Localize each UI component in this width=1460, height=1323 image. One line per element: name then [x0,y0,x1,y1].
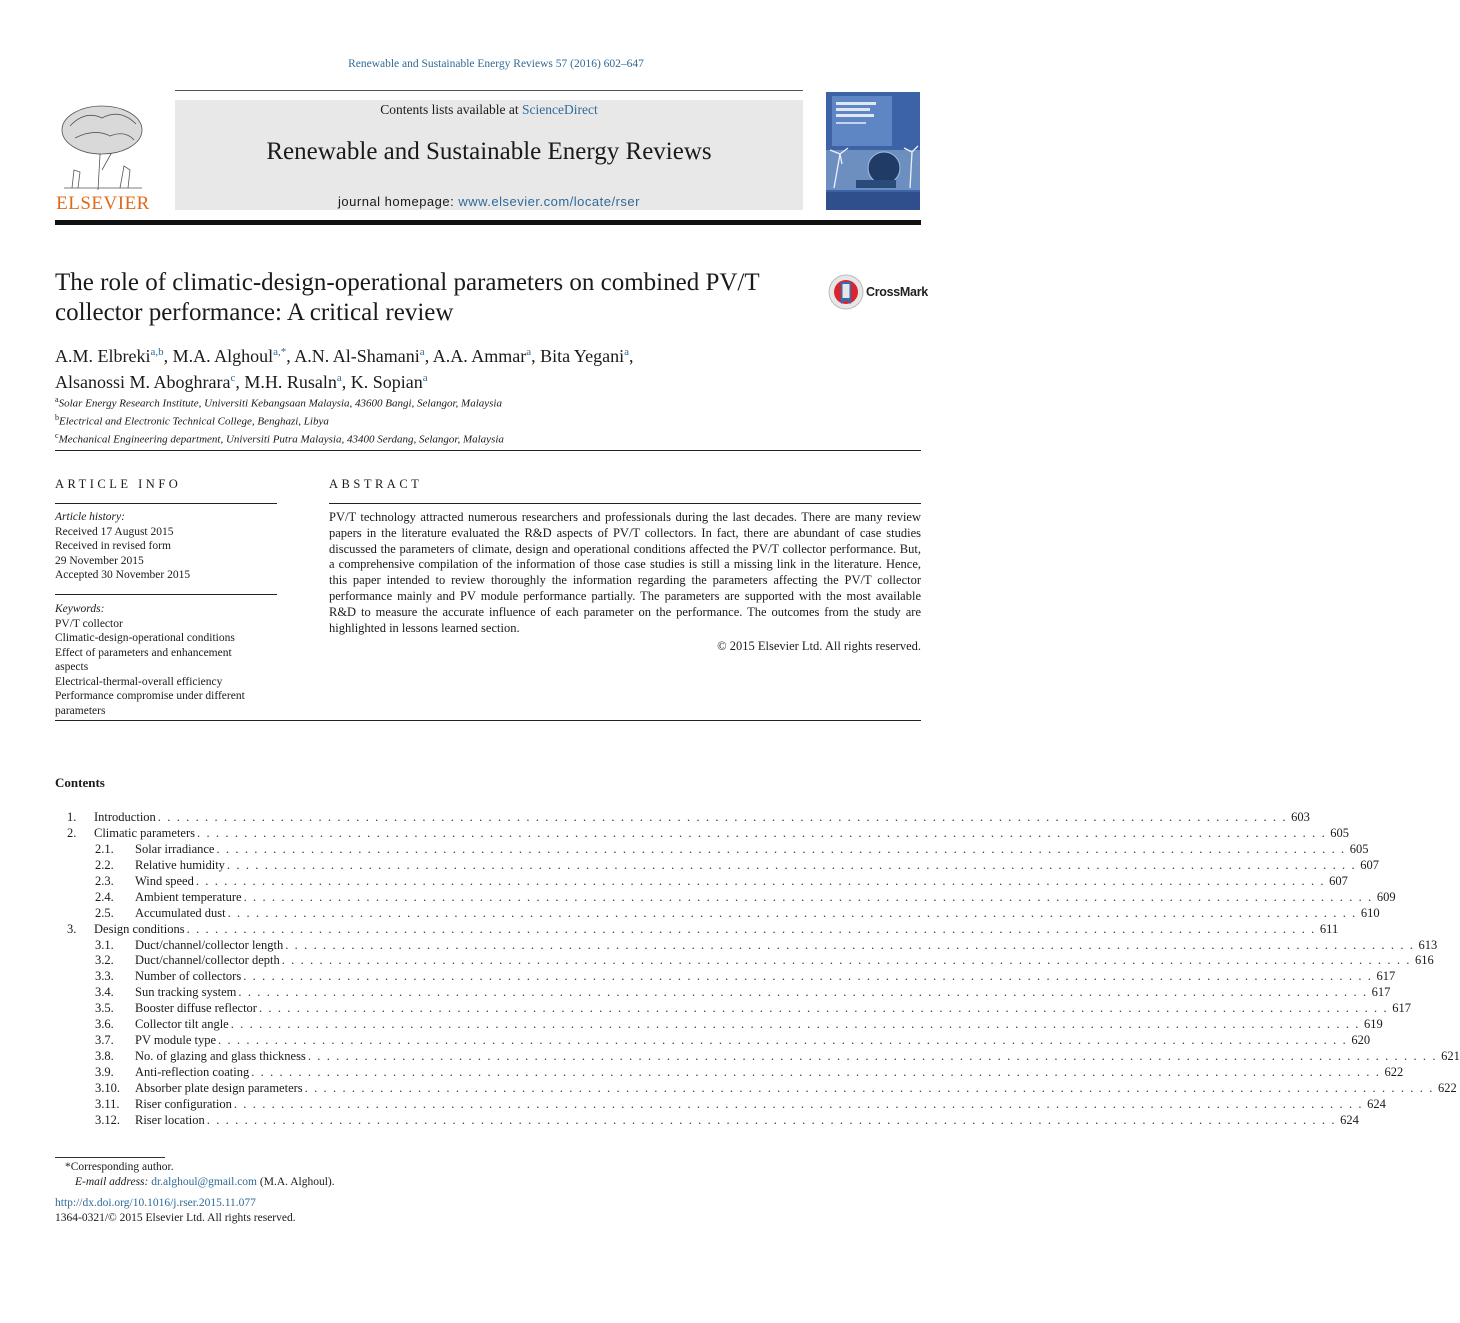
toc-number: 3.6. [95,1017,114,1032]
toc-label[interactable]: Number of collectors [135,969,242,984]
sciencedirect-link[interactable]: ScienceDirect [522,102,598,117]
affiliation-text: Electrical and Electronic Technical College, Benghazi, Libya [59,415,329,428]
toc-entry[interactable] [55,889,1396,906]
article-info [55,510,277,583]
toc-leader-dots: . . . . . . . . . . . . . . . . . . . . . . . . . . . . . . . . . . . . . . . . . . . . . . . . . . . . . . . . . . . . . . . . . . . . . . . . . . . . . . . . . . . . . . . . . . . . . . . . . . . . . . . . . . . . . . . . . . . . . . . . [281,953,1412,968]
toc-page: 617 [1392,1001,1411,1016]
header-rule [55,220,921,225]
keyword-item: parameters [55,704,106,717]
toc-leader-dots: . . . . . . . . . . . . . . . . . . . . . . . . . . . . . . . . . . . . . . . . . . . . . . . . . . . . . . . . . . . . . . . . . . . . . . . . . . . . . . . . . . . . . . . . . . . . . . . . . . . . . . . . . . . . . . . . . . . . . . . . [226,857,1357,872]
toc-leader-dots: . . . . . . . . . . . . . . . . . . . . . . . . . . . . . . . . . . . . . . . . . . . . . . . . . . . . . . . . . . . . . . . . . . . . . . . . . . . . . . . . . . . . . . . . . . . . . . . . . . . . . . . . . . . . . . . . . . . . . . . . [227,905,1357,920]
issn-line: 1364-0321/© 2015 Elsevier Ltd. All rights reserved. [55,1211,296,1224]
keyword-item: Climatic-design-operational conditions [55,632,235,644]
keywords-label: Keywords: [55,603,105,615]
toc-number: 1. [67,810,77,824]
author-separator: , [341,372,351,392]
history-label: Article history: [55,511,125,523]
journal-citation[interactable]: Renewable and Sustainable Energy Reviews 57 (2016) 602–647 [348,58,644,70]
doi-link[interactable]: http://dx.doi.org/10.1016/j.rser.2015.11.077 [55,1197,256,1209]
toc-line [135,969,1396,985]
history-item: 29 November 2015 [55,554,144,567]
toc-leader-dots: . . . . . . . . . . . . . . . . . . . . . . . . . . . . . . . . . . . . . . . . . . . . . . . . . . . . . . . . . . . . . . . . . . . . . . . . . . . . . . . . . . . . . . . . . . . . . . . . . . . . . . . . . . . . . . . . . . . . . . . . [197,825,1327,840]
email-note [55,1175,555,1190]
toc-leader-dots: . . . . . . . . . . . . . . . . . . . . . . . . . . . . . . . . . . . . . . . . . . . . . . . . . . . . . . . . . . . . . . . . . . . . . . . . . . . . . . . . . . . . . . . . . . . . . . . . . . . . . . . . . . . . . . . . . . . . . . . . [195,873,1326,888]
authors-line-2 [55,367,875,393]
toc-number: 3.4. [95,985,114,1000]
toc-line [135,857,1379,874]
toc-entry[interactable] [55,825,1350,842]
author-affil-marker[interactable]: a [336,372,342,384]
author-affil-marker[interactable]: a [526,346,532,358]
toc-leader-dots: . . . . . . . . . . . . . . . . . . . . . . . . . . . . . . . . . . . . . . . . . . . . . . . . . . . . . . . . . . . . . . . . . . . . . . . . . . . . . . . . . . . . . . . . . . . . . . . . . . . . . . . . . . . . . . . . . . . . . . . . [157,810,1288,824]
history-item: Received 17 August 2015 [55,525,174,538]
title-line-1: The role of climatic-design-operational parameters on combined PV/T [55,269,760,296]
keyword-item: PV/T collector [55,617,123,630]
keyword-item: Effect of parameters and enhancement [55,646,232,659]
toc-page: 619 [1364,1017,1383,1032]
toc-number: 3.1. [95,937,114,952]
toc-entry[interactable] [55,921,1339,938]
toc-line [135,1065,1404,1081]
homepage-link[interactable]: www.elsevier.com/locate/rser [458,194,640,209]
toc-label[interactable]: No. of glazing and glass thickness [135,1049,306,1064]
keyword-item: Performance compromise under different [55,690,245,702]
toc-number: 2.2. [95,857,114,872]
author-name: Bita Yegani [540,346,625,366]
abstract-rule [329,503,921,504]
toc-leader-dots: . . . . . . . . . . . . . . . . . . . . . . . . . . . . . . . . . . . . . . . . . . . . . . . . . . . . . . . . . . . . . . . . . . . . . . . . . . . . . . . . . . . . . . . . . . . . . . . . . . . . . . . . . . . . . . . . . . . . . . . . [216,841,1346,856]
toc-page: 624 [1367,1096,1386,1111]
author-affil-marker[interactable]: c [230,372,236,384]
toc-number: 3.9. [95,1065,114,1079]
toc-leader-dots: . . . . . . . . . . . . . . . . . . . . . . . . . . . . . . . . . . . . . . . . . . . . . . . . . . . . . . . . . . . . . . . . . . . . . . . . . . . . . . . . . . . . . . . . . . . . . . . . . . . . . . . . . . . . . . . . . . . . . . . . [230,1017,1361,1032]
toc-entry[interactable] [55,1096,1386,1113]
abstract-copyright: © 2015 Elsevier Ltd. All rights reserved. [717,639,921,654]
affiliation-key: c [55,431,59,441]
toc-page: 624 [1340,1112,1359,1127]
footnotes [55,1160,555,1225]
affiliation-text: Solar Energy Research Institute, Universiti Kebangsaan Malaysia, 43600 Bangi, Selangor, Malaysia [58,397,502,410]
history-item: Accepted 30 November 2015 [55,569,191,581]
toc-page: 607 [1360,857,1379,872]
contents-heading: Contents [55,775,105,790]
affiliation-key: a [55,395,59,404]
article-info-rule [55,503,277,504]
toc-label[interactable]: Design conditions [94,921,185,936]
email-owner: (M.A. Alghoul). [257,1175,335,1188]
toc-entry[interactable] [55,1080,1457,1097]
toc-label[interactable]: Duct/channel/collector depth [135,953,280,968]
toc-label[interactable]: Riser configuration [135,1096,232,1111]
toc-number: 3.8. [95,1049,114,1064]
toc-line [135,1017,1383,1033]
toc-leader-dots: . . . . . . . . . . . . . . . . . . . . . . . . . . . . . . . . . . . . . . . . . . . . . . . . . . . . . . . . . . . . . . . . . . . . . . . . . . . . . . . . . . . . . . . . . . . . . . . . . . . . . . . . . . . . . . . . . . . . . . . . [304,1080,1434,1095]
abstract-heading: ABSTRACT [329,477,423,491]
article-title [55,268,815,328]
toc-leader-dots: . . . . . . . . . . . . . . . . . . . . . . . . . . . . . . . . . . . . . . . . . . . . . . . . . . . . . . . . . . . . . . . . . . . . . . . . . . . . . . . . . . . . . . . . . . . . . . . . . . . . . . . . . . . . . . . . . . . . . . . . [218,1033,1348,1048]
toc-leader-dots: . . . . . . . . . . . . . . . . . . . . . . . . . . . . . . . . . . . . . . . . . . . . . . . . . . . . . . . . . . . . . . . . . . . . . . . . . . . . . . . . . . . . . . . . . . . . . . . . . . . . . . . . . . . . . . . . . . . . . . . . [285,937,1415,952]
toc-label[interactable]: Solar irradiance [135,841,215,856]
toc-page: 620 [1351,1033,1371,1048]
toc-page: 610 [1360,905,1380,920]
toc-label[interactable]: Anti-reflection coating [135,1065,250,1079]
rule-after-abstract [55,720,921,721]
toc-leader-dots: . . . . . . . . . . . . . . . . . . . . . . . . . . . . . . . . . . . . . . . . . . . . . . . . . . . . . . . . . . . . . . . . . . . . . . . . . . . . . . . . . . . . . . . . . . . . . . . . . . . . . . . . . . . . . . . . . . . . . . . . [233,1096,1364,1111]
journal-title[interactable]: Renewable and Sustainable Energy Reviews [266,138,712,165]
toc-number: 2.1. [95,841,114,856]
toc-leader-dots: . . . . . . . . . . . . . . . . . . . . . . . . . . . . . . . . . . . . . . . . . . . . . . . . . . . . . . . . . . . . . . . . . . . . . . . . . . . . . . . . . . . . . . . . . . . . . . . . . . . . . . . . . . . . . . . . . . . . . . . . [243,969,1373,984]
author-name: Alsanossi M. Aboghrara [55,372,231,392]
email-link[interactable]: dr.alghoul@gmail.com [151,1175,258,1188]
crossmark-label: CrossMark [866,285,928,299]
tree-icon [50,100,156,192]
author-separator: , [629,346,634,366]
author-name: A.A. Ammar [432,346,527,366]
toc-line [135,1049,1460,1065]
toc-label[interactable]: Wind speed [135,873,194,888]
journal-banner [175,100,803,210]
history-item: Received in revised form [55,540,171,552]
crossmark-badge[interactable] [828,274,928,310]
banner-top-rule [175,90,803,91]
journal-cover[interactable] [826,92,920,210]
toc-entry[interactable] [55,1017,1383,1033]
cover-image-icon [826,92,920,210]
history-list [55,525,277,583]
toc-page: 621 [1441,1049,1460,1064]
author-separator: , [235,372,245,392]
toc-line [135,1112,1359,1129]
corresponding-mark: * [65,1161,71,1173]
rule-before-info [55,450,921,451]
toc-entry[interactable] [55,1033,1371,1049]
author-name: A.M. Elbreki [55,346,151,366]
affiliation-item [55,411,855,429]
toc-entry[interactable] [55,905,1380,922]
keyword-item: aspects [55,661,89,673]
toc-entry[interactable] [55,857,1379,874]
toc-label[interactable]: Introduction [94,810,156,824]
toc-label[interactable]: Accumulated dust [135,905,226,920]
toc-line [135,841,1369,858]
toc-leader-dots: . . . . . . . . . . . . . . . . . . . . . . . . . . . . . . . . . . . . . . . . . . . . . . . . . . . . . . . . . . . . . . . . . . . . . . . . . . . . . . . . . . . . . . . . . . . . . . . . . . . . . . . . . . . . . . . . . . . . . . . . [238,985,1368,1000]
toc-number: 3.7. [95,1033,114,1048]
toc-label[interactable]: Relative humidity [135,857,225,872]
toc-number: 2. [67,825,77,840]
toc-number: 3.3. [95,969,114,984]
toc-number: 3.11. [95,1096,120,1111]
author-affil-marker[interactable]: a [419,346,425,358]
toc-label[interactable]: Sun tracking system [135,985,237,1000]
toc-label[interactable]: Absorber plate design parameters [135,1080,303,1095]
toc-label[interactable]: Collector tilt angle [135,1017,229,1032]
toc-entry[interactable] [55,841,1369,858]
toc-line [135,985,1391,1001]
toc-line [135,1080,1457,1097]
affiliation-key: b [55,413,59,423]
keywords [55,602,277,718]
toc-page: 622 [1384,1065,1404,1079]
toc-page: 609 [1376,889,1396,904]
journal-homepage [175,194,803,209]
toc-leader-dots: . . . . . . . . . . . . . . . . . . . . . . . . . . . . . . . . . . . . . . . . . . . . . . . . . . . . . . . . . . . . . . . . . . . . . . . . . . . . . . . . . . . . . . . . . . . . . . . . . . . . . . . . . . . . . . . . . . . . . . . . [186,921,1316,936]
toc-leader-dots: . . . . . . . . . . . . . . . . . . . . . . . . . . . . . . . . . . . . . . . . . . . . . . . . . . . . . . . . . . . . . . . . . . . . . . . . . . . . . . . . . . . . . . . . . . . . . . . . . . . . . . . . . . . . . . . . . . . . . . . . [206,1112,1337,1127]
toc-label[interactable]: Riser location [135,1112,205,1127]
toc-number: 3.12. [95,1112,120,1127]
toc-line [94,810,1310,826]
table-of-contents [55,810,1460,1129]
homepage-prefix: journal homepage: [338,194,459,209]
toc-number: 2.3. [95,873,114,888]
toc-entry[interactable] [55,1049,1460,1065]
contents-prefix: Contents lists available at [380,102,522,117]
author-name: M.A. Alghoul [172,346,274,366]
toc-line [135,873,1348,890]
keyword-item: Electrical-thermal-overall efficiency [55,675,223,688]
toc-page: 607 [1329,873,1348,888]
toc-entry[interactable] [55,937,1438,954]
toc-number: 3. [67,921,77,936]
toc-page: 611 [1319,921,1339,936]
email-label: E-mail address: [75,1175,149,1188]
title-line-2: collector performance: A critical review [55,299,454,326]
affiliation-item [55,429,855,447]
toc-page: 616 [1415,953,1434,968]
toc-label[interactable]: Climatic parameters [94,825,196,840]
toc-line [135,889,1396,906]
corresponding-text: Corresponding author. [70,1161,174,1173]
toc-number: 3.5. [95,1001,114,1016]
toc-leader-dots: . . . . . . . . . . . . . . . . . . . . . . . . . . . . . . . . . . . . . . . . . . . . . . . . . . . . . . . . . . . . . . . . . . . . . . . . . . . . . . . . . . . . . . . . . . . . . . . . . . . . . . . . . . . . . . . . . . . . . . . . [243,889,1373,904]
author-separator: , [424,346,433,366]
toc-line [94,825,1350,842]
toc-label[interactable]: Duct/channel/collector length [135,937,284,952]
toc-entry[interactable] [55,969,1396,985]
toc-line [135,905,1380,922]
keywords-rule [55,594,277,595]
toc-number: 2.5. [95,905,114,920]
toc-page: 613 [1418,937,1438,952]
toc-entry[interactable] [55,1065,1404,1081]
author-affil-marker[interactable]: a,b [150,346,164,358]
author-separator: , [531,346,541,366]
keyword-list [55,617,277,719]
toc-leader-dots: . . . . . . . . . . . . . . . . . . . . . . . . . . . . . . . . . . . . . . . . . . . . . . . . . . . . . . . . . . . . . . . . . . . . . . . . . . . . . . . . . . . . . . . . . . . . . . . . . . . . . . . . . . . . . . . . . . . . . . . . [251,1065,1381,1079]
toc-page: 605 [1349,841,1369,856]
toc-line [135,1033,1371,1049]
toc-leader-dots: . . . . . . . . . . . . . . . . . . . . . . . . . . . . . . . . . . . . . . . . . . . . . . . . . . . . . . . . . . . . . . . . . . . . . . . . . . . . . . . . . . . . . . . . . . . . . . . . . . . . . . . . . . . . . . . . . . . . . . . . [258,1001,1389,1016]
toc-label[interactable]: PV module type [135,1033,217,1048]
toc-label[interactable]: Ambient temperature [135,889,242,904]
toc-label[interactable]: Booster diffuse reflector [135,1001,257,1016]
author-name: M.H. Rusaln [244,372,337,392]
corresponding-note [55,1160,555,1175]
elsevier-logo[interactable] [50,100,156,212]
article-info-heading: ARTICLE INFO [55,477,182,491]
toc-page: 622 [1437,1080,1457,1095]
toc-entry[interactable] [55,1112,1359,1129]
crossmark-icon [828,274,864,310]
authors-line-1 [55,341,875,367]
toc-page: 617 [1371,985,1391,1000]
toc-number: 3.2. [95,953,114,968]
affiliation-item [55,393,855,411]
toc-page: 617 [1376,969,1396,984]
toc-entry[interactable] [55,985,1391,1001]
author-affil-marker[interactable]: a [422,372,428,384]
toc-line [135,953,1434,969]
toc-entry[interactable] [55,873,1348,890]
toc-page: 605 [1330,825,1350,840]
toc-number: 3.10. [95,1080,120,1095]
toc-entry[interactable] [55,1001,1411,1017]
toc-line [135,937,1438,954]
toc-line [135,1001,1411,1017]
affiliation-text: Mechanical Engineering department, Universiti Putra Malaysia, 43400 Serdang, Selangor, Malaysia [58,433,504,446]
toc-page: 603 [1291,810,1310,824]
footnote-rule [55,1157,165,1158]
author-separator: , [286,346,295,366]
author-separator: , [163,346,173,366]
abstract-text: PV/T technology attracted numerous researchers and professionals during the last decades. There are many review papers in the literature evaluated the R&D aspects of PV/T collectors. In fact, there are abundant of case studies discussed the parameters of climate, design and operational conditions affected the PV/T collector performance. But, a comprehensive compilation of the information of those case studies is still a missing link in the literature. Hence, this paper intended to review thoroughly the information regarding the parameters affecting the PV/T collector performance mainly and PV module performance partially. The parameters are supported with the most available R&D to measure the accurate influence of each parameter on the performance. The outcomes from the study are highlighted in lessons learned section. [329,510,921,635]
toc-number: 2.4. [95,889,114,904]
affiliations [55,393,855,447]
author-affil-marker[interactable]: a [624,346,629,358]
author-name: K. Sopian [350,372,423,392]
contents-available [175,102,803,118]
abstract [329,510,921,655]
toc-line [94,921,1339,938]
toc-entry[interactable] [55,810,1310,826]
author-name: A.N. Al-Shamani [294,346,420,366]
author-list [55,341,875,393]
toc-leader-dots: . . . . . . . . . . . . . . . . . . . . . . . . . . . . . . . . . . . . . . . . . . . . . . . . . . . . . . . . . . . . . . . . . . . . . . . . . . . . . . . . . . . . . . . . . . . . . . . . . . . . . . . . . . . . . . . . . . . . . . . . [307,1049,1438,1064]
author-affil-marker[interactable]: a,* [273,346,287,358]
toc-line [135,1096,1386,1113]
toc-entry[interactable] [55,953,1434,969]
elsevier-wordmark: ELSEVIER [56,193,150,214]
